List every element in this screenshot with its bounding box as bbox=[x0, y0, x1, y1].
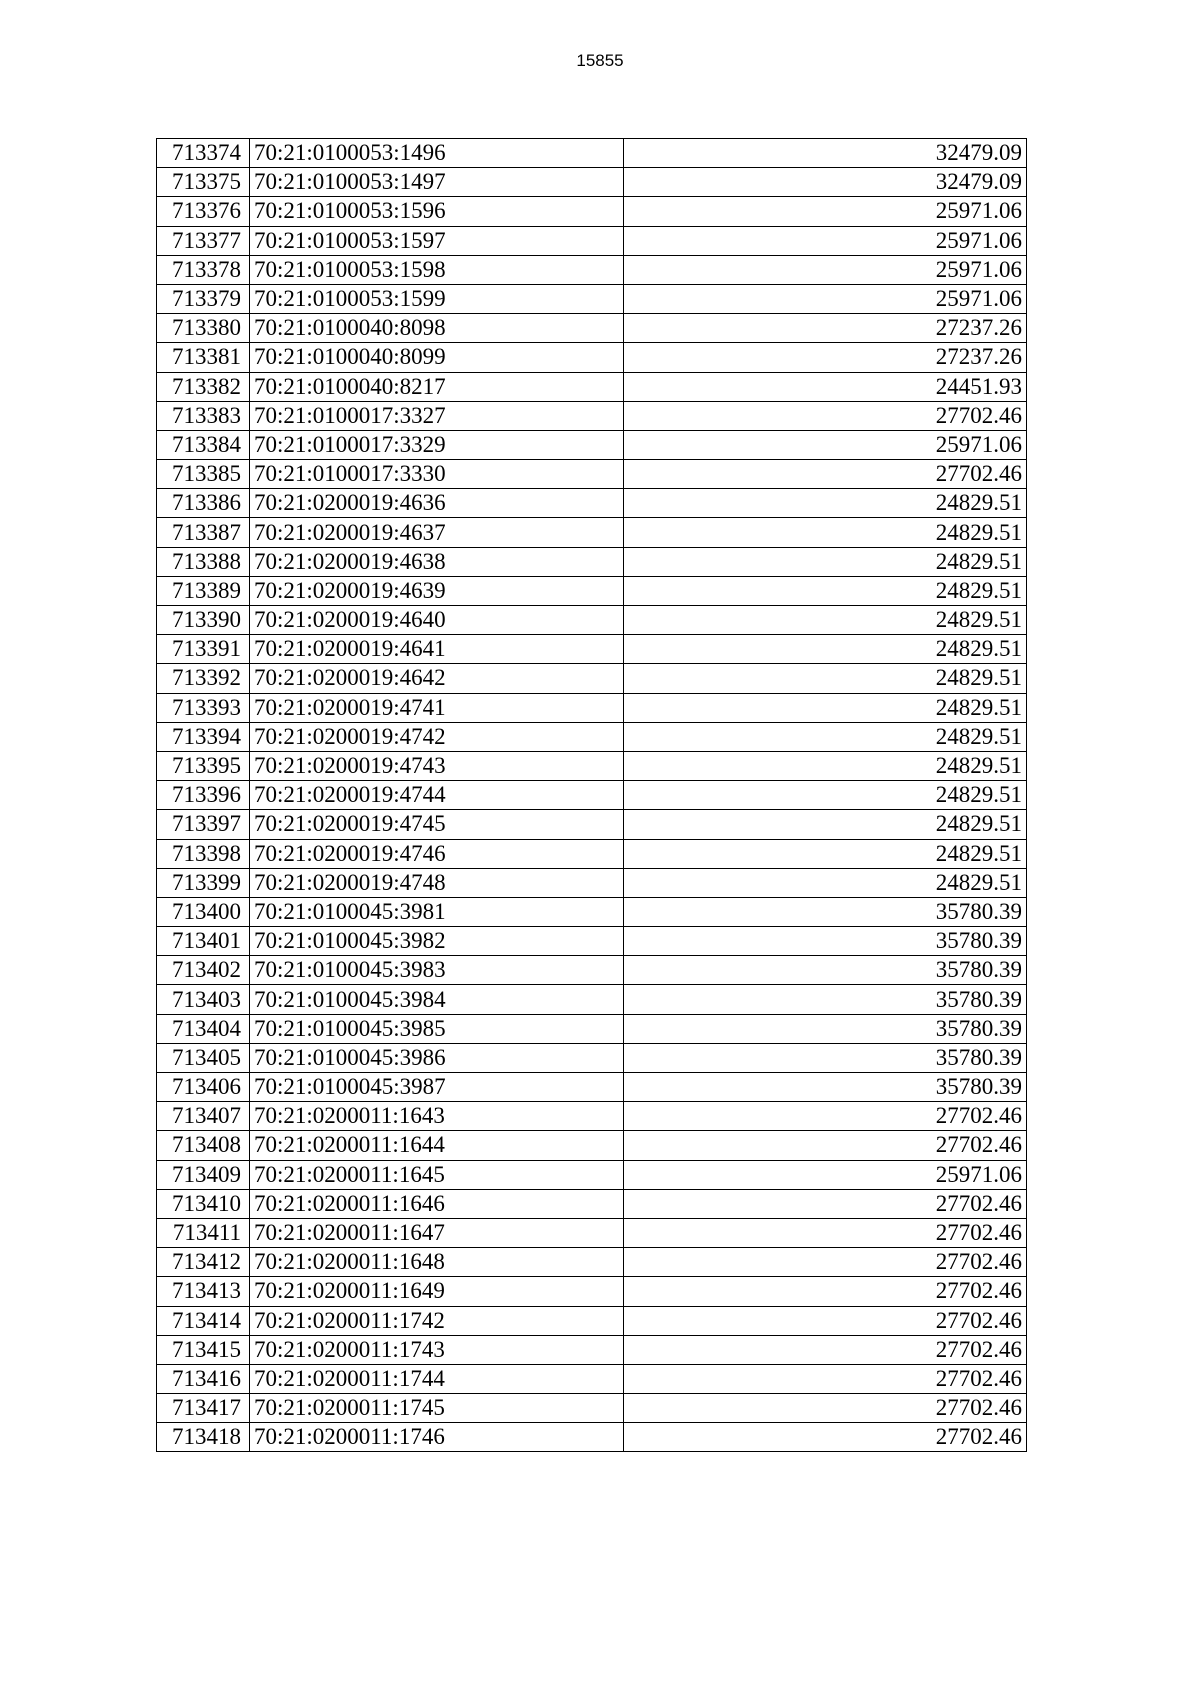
value-cell: 27702.46 bbox=[624, 1364, 1027, 1393]
record-number-cell: 713401 bbox=[157, 927, 250, 956]
cadastral-number-cell: 70:21:0200019:4637 bbox=[250, 518, 624, 547]
record-number-cell: 713406 bbox=[157, 1073, 250, 1102]
value-cell: 25971.06 bbox=[624, 1160, 1027, 1189]
value-cell: 27702.46 bbox=[624, 401, 1027, 430]
value-cell: 24829.51 bbox=[624, 664, 1027, 693]
cadastral-number-cell: 70:21:0200019:4743 bbox=[250, 751, 624, 780]
cadastral-number-cell: 70:21:0100053:1599 bbox=[250, 284, 624, 313]
record-number-cell: 713396 bbox=[157, 781, 250, 810]
record-number-cell: 713383 bbox=[157, 401, 250, 430]
value-cell: 25971.06 bbox=[624, 284, 1027, 313]
page-number: 15855 bbox=[576, 51, 624, 70]
record-number-cell: 713392 bbox=[157, 664, 250, 693]
table-row bbox=[157, 460, 1027, 489]
table-row bbox=[157, 781, 1027, 810]
cadastral-number-cell: 70:21:0200019:4638 bbox=[250, 547, 624, 576]
cadastral-number-cell: 70:21:0200011:1744 bbox=[250, 1364, 624, 1393]
record-number-cell: 713376 bbox=[157, 197, 250, 226]
record-number-cell: 713409 bbox=[157, 1160, 250, 1189]
record-number-cell: 713410 bbox=[157, 1189, 250, 1218]
record-number-cell: 713399 bbox=[157, 868, 250, 897]
cadastral-number-cell: 70:21:0100045:3987 bbox=[250, 1073, 624, 1102]
record-number-cell: 713398 bbox=[157, 839, 250, 868]
table-row bbox=[157, 1102, 1027, 1131]
table-row bbox=[157, 751, 1027, 780]
value-cell: 24451.93 bbox=[624, 372, 1027, 401]
cadastral-number-cell: 70:21:0200011:1643 bbox=[250, 1102, 624, 1131]
table-row bbox=[157, 722, 1027, 751]
value-cell: 35780.39 bbox=[624, 1014, 1027, 1043]
table-row bbox=[157, 1335, 1027, 1364]
value-cell: 32479.09 bbox=[624, 168, 1027, 197]
cadastral-number-cell: 70:21:0100053:1596 bbox=[250, 197, 624, 226]
value-cell: 24829.51 bbox=[624, 489, 1027, 518]
record-number-cell: 713416 bbox=[157, 1364, 250, 1393]
table-row bbox=[157, 1189, 1027, 1218]
cadastral-number-cell: 70:21:0100040:8098 bbox=[250, 314, 624, 343]
value-cell: 24829.51 bbox=[624, 576, 1027, 605]
table-row bbox=[157, 810, 1027, 839]
cadastral-number-cell: 70:21:0200019:4640 bbox=[250, 606, 624, 635]
value-cell: 27702.46 bbox=[624, 1131, 1027, 1160]
value-cell: 27702.46 bbox=[624, 1394, 1027, 1423]
record-number-cell: 713403 bbox=[157, 985, 250, 1014]
record-number-cell: 713389 bbox=[157, 576, 250, 605]
value-cell: 27237.26 bbox=[624, 314, 1027, 343]
value-cell: 27702.46 bbox=[624, 1102, 1027, 1131]
table-row bbox=[157, 985, 1027, 1014]
value-cell: 35780.39 bbox=[624, 927, 1027, 956]
value-cell: 35780.39 bbox=[624, 1043, 1027, 1072]
record-number-cell: 713407 bbox=[157, 1102, 250, 1131]
cadastral-number-cell: 70:21:0200019:4744 bbox=[250, 781, 624, 810]
record-number-cell: 713413 bbox=[157, 1277, 250, 1306]
value-cell: 27702.46 bbox=[624, 1248, 1027, 1277]
cadastral-number-cell: 70:21:0200011:1645 bbox=[250, 1160, 624, 1189]
cadastral-number-cell: 70:21:0200011:1745 bbox=[250, 1394, 624, 1423]
record-number-cell: 713375 bbox=[157, 168, 250, 197]
record-number-cell: 713395 bbox=[157, 751, 250, 780]
record-number-cell: 713382 bbox=[157, 372, 250, 401]
cadastral-number-cell: 70:21:0100017:3330 bbox=[250, 460, 624, 489]
table-row bbox=[157, 255, 1027, 284]
table-row bbox=[157, 1394, 1027, 1423]
table-row bbox=[157, 1423, 1027, 1452]
record-number-cell: 713384 bbox=[157, 430, 250, 459]
record-number-cell: 713415 bbox=[157, 1335, 250, 1364]
value-cell: 24829.51 bbox=[624, 722, 1027, 751]
record-number-cell: 713408 bbox=[157, 1131, 250, 1160]
cadastral-number-cell: 70:21:0200019:4746 bbox=[250, 839, 624, 868]
record-number-cell: 713379 bbox=[157, 284, 250, 313]
value-cell: 27702.46 bbox=[624, 1306, 1027, 1335]
value-cell: 24829.51 bbox=[624, 781, 1027, 810]
table-row bbox=[157, 430, 1027, 459]
table-row bbox=[157, 139, 1027, 168]
cadastral-number-cell: 70:21:0200011:1647 bbox=[250, 1218, 624, 1247]
table-row bbox=[157, 1073, 1027, 1102]
table-row bbox=[157, 372, 1027, 401]
cadastral-number-cell: 70:21:0200019:4642 bbox=[250, 664, 624, 693]
cadastral-number-cell: 70:21:0100040:8217 bbox=[250, 372, 624, 401]
record-number-cell: 713404 bbox=[157, 1014, 250, 1043]
value-cell: 27702.46 bbox=[624, 1218, 1027, 1247]
cadastral-number-cell: 70:21:0100017:3329 bbox=[250, 430, 624, 459]
value-cell: 27237.26 bbox=[624, 343, 1027, 372]
record-number-cell: 713381 bbox=[157, 343, 250, 372]
cadastral-number-cell: 70:21:0200019:4641 bbox=[250, 635, 624, 664]
value-cell: 32479.09 bbox=[624, 139, 1027, 168]
table-row bbox=[157, 606, 1027, 635]
record-number-cell: 713412 bbox=[157, 1248, 250, 1277]
value-cell: 24829.51 bbox=[624, 810, 1027, 839]
cadastral-number-cell: 70:21:0100045:3984 bbox=[250, 985, 624, 1014]
value-cell: 25971.06 bbox=[624, 430, 1027, 459]
value-cell: 24829.51 bbox=[624, 606, 1027, 635]
table-row bbox=[157, 635, 1027, 664]
table-row bbox=[157, 693, 1027, 722]
table-row bbox=[157, 868, 1027, 897]
cadastral-number-cell: 70:21:0200019:4741 bbox=[250, 693, 624, 722]
value-cell: 35780.39 bbox=[624, 897, 1027, 926]
value-cell: 24829.51 bbox=[624, 518, 1027, 547]
value-cell: 24829.51 bbox=[624, 635, 1027, 664]
record-number-cell: 713380 bbox=[157, 314, 250, 343]
table-row bbox=[157, 1014, 1027, 1043]
table-row bbox=[157, 1160, 1027, 1189]
record-number-cell: 713417 bbox=[157, 1394, 250, 1423]
record-number-cell: 713394 bbox=[157, 722, 250, 751]
table-row bbox=[157, 489, 1027, 518]
table-row bbox=[157, 284, 1027, 313]
record-number-cell: 713378 bbox=[157, 255, 250, 284]
value-cell: 27702.46 bbox=[624, 1423, 1027, 1452]
table-row bbox=[157, 226, 1027, 255]
table-row bbox=[157, 839, 1027, 868]
cadastral-table bbox=[156, 138, 1027, 1452]
value-cell: 24829.51 bbox=[624, 839, 1027, 868]
value-cell: 27702.46 bbox=[624, 460, 1027, 489]
table-row bbox=[157, 168, 1027, 197]
table-row bbox=[157, 1131, 1027, 1160]
record-number-cell: 713377 bbox=[157, 226, 250, 255]
value-cell: 35780.39 bbox=[624, 1073, 1027, 1102]
table-row bbox=[157, 576, 1027, 605]
table-row bbox=[157, 1248, 1027, 1277]
cadastral-number-cell: 70:21:0200011:1649 bbox=[250, 1277, 624, 1306]
cadastral-number-cell: 70:21:0200011:1644 bbox=[250, 1131, 624, 1160]
cadastral-number-cell: 70:21:0200019:4742 bbox=[250, 722, 624, 751]
record-number-cell: 713386 bbox=[157, 489, 250, 518]
cadastral-number-cell: 70:21:0100053:1496 bbox=[250, 139, 624, 168]
table-row bbox=[157, 314, 1027, 343]
value-cell: 25971.06 bbox=[624, 255, 1027, 284]
table-row bbox=[157, 197, 1027, 226]
value-cell: 27702.46 bbox=[624, 1277, 1027, 1306]
table-row bbox=[157, 956, 1027, 985]
cadastral-number-cell: 70:21:0200011:1746 bbox=[250, 1423, 624, 1452]
table-row bbox=[157, 1306, 1027, 1335]
record-number-cell: 713391 bbox=[157, 635, 250, 664]
record-number-cell: 713393 bbox=[157, 693, 250, 722]
table-row bbox=[157, 1043, 1027, 1072]
value-cell: 25971.06 bbox=[624, 197, 1027, 226]
table-row bbox=[157, 401, 1027, 430]
cadastral-number-cell: 70:21:0200019:4636 bbox=[250, 489, 624, 518]
record-number-cell: 713411 bbox=[157, 1218, 250, 1247]
record-number-cell: 713387 bbox=[157, 518, 250, 547]
record-number-cell: 713405 bbox=[157, 1043, 250, 1072]
record-number-cell: 713385 bbox=[157, 460, 250, 489]
cadastral-number-cell: 70:21:0100053:1597 bbox=[250, 226, 624, 255]
table-row bbox=[157, 664, 1027, 693]
record-number-cell: 713397 bbox=[157, 810, 250, 839]
cadastral-number-cell: 70:21:0200011:1743 bbox=[250, 1335, 624, 1364]
cadastral-number-cell: 70:21:0100045:3985 bbox=[250, 1014, 624, 1043]
table-row bbox=[157, 927, 1027, 956]
cadastral-number-cell: 70:21:0100040:8099 bbox=[250, 343, 624, 372]
cadastral-number-cell: 70:21:0100045:3986 bbox=[250, 1043, 624, 1072]
table-row bbox=[157, 897, 1027, 926]
table-row bbox=[157, 518, 1027, 547]
record-number-cell: 713388 bbox=[157, 547, 250, 576]
cadastral-number-cell: 70:21:0200011:1742 bbox=[250, 1306, 624, 1335]
cadastral-number-cell: 70:21:0100045:3982 bbox=[250, 927, 624, 956]
record-number-cell: 713390 bbox=[157, 606, 250, 635]
record-number-cell: 713414 bbox=[157, 1306, 250, 1335]
cadastral-number-cell: 70:21:0200019:4748 bbox=[250, 868, 624, 897]
cadastral-number-cell: 70:21:0100045:3981 bbox=[250, 897, 624, 926]
table-row bbox=[157, 1218, 1027, 1247]
cadastral-number-cell: 70:21:0200011:1646 bbox=[250, 1189, 624, 1218]
table-row bbox=[157, 547, 1027, 576]
record-number-cell: 713400 bbox=[157, 897, 250, 926]
value-cell: 25971.06 bbox=[624, 226, 1027, 255]
value-cell: 24829.51 bbox=[624, 547, 1027, 576]
value-cell: 27702.46 bbox=[624, 1335, 1027, 1364]
table-row bbox=[157, 1277, 1027, 1306]
cadastral-number-cell: 70:21:0100045:3983 bbox=[250, 956, 624, 985]
cadastral-number-cell: 70:21:0100053:1497 bbox=[250, 168, 624, 197]
record-number-cell: 713374 bbox=[157, 139, 250, 168]
record-number-cell: 713418 bbox=[157, 1423, 250, 1452]
value-cell: 27702.46 bbox=[624, 1189, 1027, 1218]
value-cell: 24829.51 bbox=[624, 868, 1027, 897]
value-cell: 35780.39 bbox=[624, 956, 1027, 985]
value-cell: 24829.51 bbox=[624, 693, 1027, 722]
record-number-cell: 713402 bbox=[157, 956, 250, 985]
cadastral-number-cell: 70:21:0100017:3327 bbox=[250, 401, 624, 430]
cadastral-number-cell: 70:21:0100053:1598 bbox=[250, 255, 624, 284]
value-cell: 24829.51 bbox=[624, 751, 1027, 780]
table-row bbox=[157, 1364, 1027, 1393]
value-cell: 35780.39 bbox=[624, 985, 1027, 1014]
cadastral-number-cell: 70:21:0200011:1648 bbox=[250, 1248, 624, 1277]
table-body bbox=[157, 139, 1027, 1452]
cadastral-number-cell: 70:21:0200019:4639 bbox=[250, 576, 624, 605]
table-row bbox=[157, 343, 1027, 372]
cadastral-number-cell: 70:21:0200019:4745 bbox=[250, 810, 624, 839]
